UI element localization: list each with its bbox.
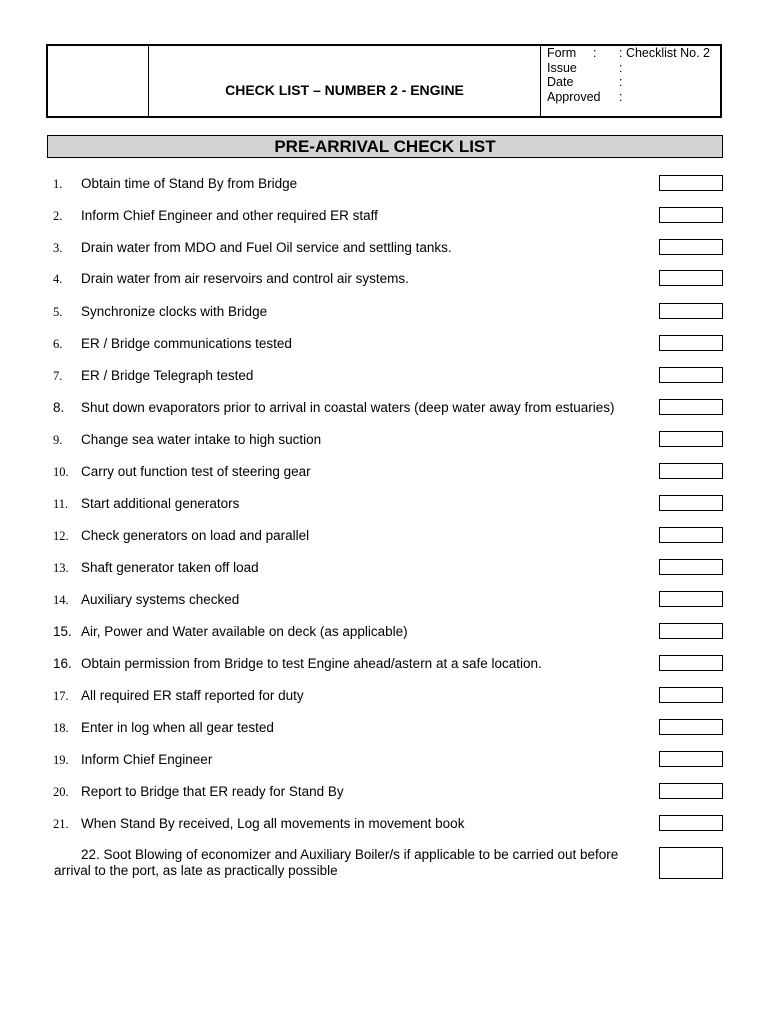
item-text: Air, Power and Water available on deck (as applicable) — [81, 624, 408, 639]
checkbox[interactable] — [659, 591, 723, 607]
item-text: Obtain permission from Bridge to test Engine ahead/astern at a safe location. — [81, 656, 542, 671]
item-text: Obtain time of Stand By from Bridge — [81, 176, 298, 191]
item-number: 10. — [53, 465, 69, 479]
item-text: Shaft generator taken off load — [81, 560, 259, 575]
checkbox[interactable] — [659, 815, 723, 831]
checkbox[interactable] — [659, 751, 723, 767]
checkbox[interactable] — [659, 367, 723, 383]
item-number: 1. — [53, 177, 63, 191]
item-text: When Stand By received, Log all movements in movement book — [81, 816, 465, 831]
checkbox[interactable] — [659, 431, 723, 447]
item-text: Check generators on load and parallel — [81, 528, 310, 543]
item-text: Change sea water intake to high suction — [81, 432, 322, 447]
meta-value: : — [619, 89, 623, 104]
logo-cell — [48, 46, 149, 116]
checkbox[interactable] — [659, 623, 723, 639]
checkbox[interactable] — [659, 559, 723, 575]
item-number: 2. — [53, 209, 63, 223]
item-number: 18. — [53, 721, 69, 735]
item-text: Shut down evaporators prior to arrival in coastal waters (deep water away from estuaries) — [81, 400, 615, 415]
item-number: 7. — [53, 369, 63, 383]
item-text: 22. Soot Blowing of economizer and Auxiliary Boiler/s if applicable to be carried out before arrival to the port, as late as practically possible — [54, 847, 619, 878]
meta-label: Issue — [547, 60, 577, 75]
checkbox[interactable] — [659, 687, 723, 703]
item-number: 5. — [53, 305, 63, 319]
item-number: 14. — [53, 593, 69, 607]
checkbox[interactable] — [659, 495, 723, 511]
item-number: 6. — [53, 337, 63, 351]
item-number: 16. — [53, 656, 72, 671]
item-text: All required ER staff reported for duty — [81, 688, 304, 703]
item-number: 3. — [53, 241, 63, 255]
item-text: Drain water from air reservoirs and control air systems. — [81, 271, 409, 286]
meta-row-date — [547, 75, 714, 90]
meta-colon — [593, 90, 619, 105]
item-text: Auxiliary systems checked — [81, 592, 240, 607]
document-header — [46, 44, 722, 118]
meta-cell — [541, 46, 720, 116]
item-text: Synchronize clocks with Bridge — [81, 304, 268, 319]
item-number: 17. — [53, 689, 69, 703]
meta-value: : Checklist No. 2 — [619, 46, 711, 60]
item-text: ER / Bridge communications tested — [81, 336, 292, 351]
meta-label: Form — [547, 46, 577, 60]
item-number: 19. — [53, 753, 69, 767]
meta-colon — [593, 75, 619, 90]
checkbox[interactable] — [659, 303, 723, 319]
section-title: PRE-ARRIVAL CHECK LIST — [47, 135, 723, 158]
item-text: Inform Chief Engineer — [81, 752, 213, 767]
item-number: 9. — [53, 433, 63, 447]
meta-value: : — [619, 60, 623, 75]
item-text: Drain water from MDO and Fuel Oil service and settling tanks. — [81, 240, 452, 255]
checkbox[interactable] — [659, 655, 723, 671]
meta-row-form — [547, 46, 714, 61]
checkbox[interactable] — [659, 783, 723, 799]
checkbox[interactable] — [659, 239, 723, 255]
checkbox[interactable] — [659, 399, 723, 415]
item-number: 21. — [53, 817, 69, 831]
item-number: 8. — [53, 400, 65, 415]
item-number: 4. — [53, 272, 63, 286]
meta-label: Date — [547, 75, 574, 89]
meta-label: Approved — [547, 89, 601, 104]
item-number: 20. — [53, 785, 69, 799]
title-cell — [149, 46, 541, 116]
item-number: 12. — [53, 529, 69, 543]
checkbox[interactable] — [659, 463, 723, 479]
item-text: Carry out function test of steering gear — [81, 464, 311, 479]
checkbox[interactable] — [659, 527, 723, 543]
checkbox[interactable] — [659, 335, 723, 351]
item-text: Report to Bridge that ER ready for Stand By — [81, 784, 344, 799]
item-number: 11. — [53, 497, 69, 511]
checkbox[interactable] — [659, 847, 723, 879]
meta-colon — [593, 61, 619, 76]
meta-row-issue — [547, 61, 714, 76]
item-number: 13. — [53, 561, 69, 575]
item-number: 15. — [53, 624, 72, 639]
meta-row-approved — [547, 90, 714, 105]
meta-colon: : — [593, 46, 597, 60]
item-text: Start additional generators — [81, 496, 240, 511]
item-text: Inform Chief Engineer and other required ER staff — [81, 208, 378, 223]
checkbox[interactable] — [659, 270, 723, 286]
document-title: CHECK LIST – NUMBER 2 - ENGINE — [225, 82, 464, 98]
checkbox[interactable] — [659, 175, 723, 191]
meta-value: : — [619, 75, 623, 89]
item-text: Enter in log when all gear tested — [81, 720, 274, 735]
item-text: ER / Bridge Telegraph tested — [81, 368, 254, 383]
checkbox[interactable] — [659, 207, 723, 223]
checkbox[interactable] — [659, 719, 723, 735]
